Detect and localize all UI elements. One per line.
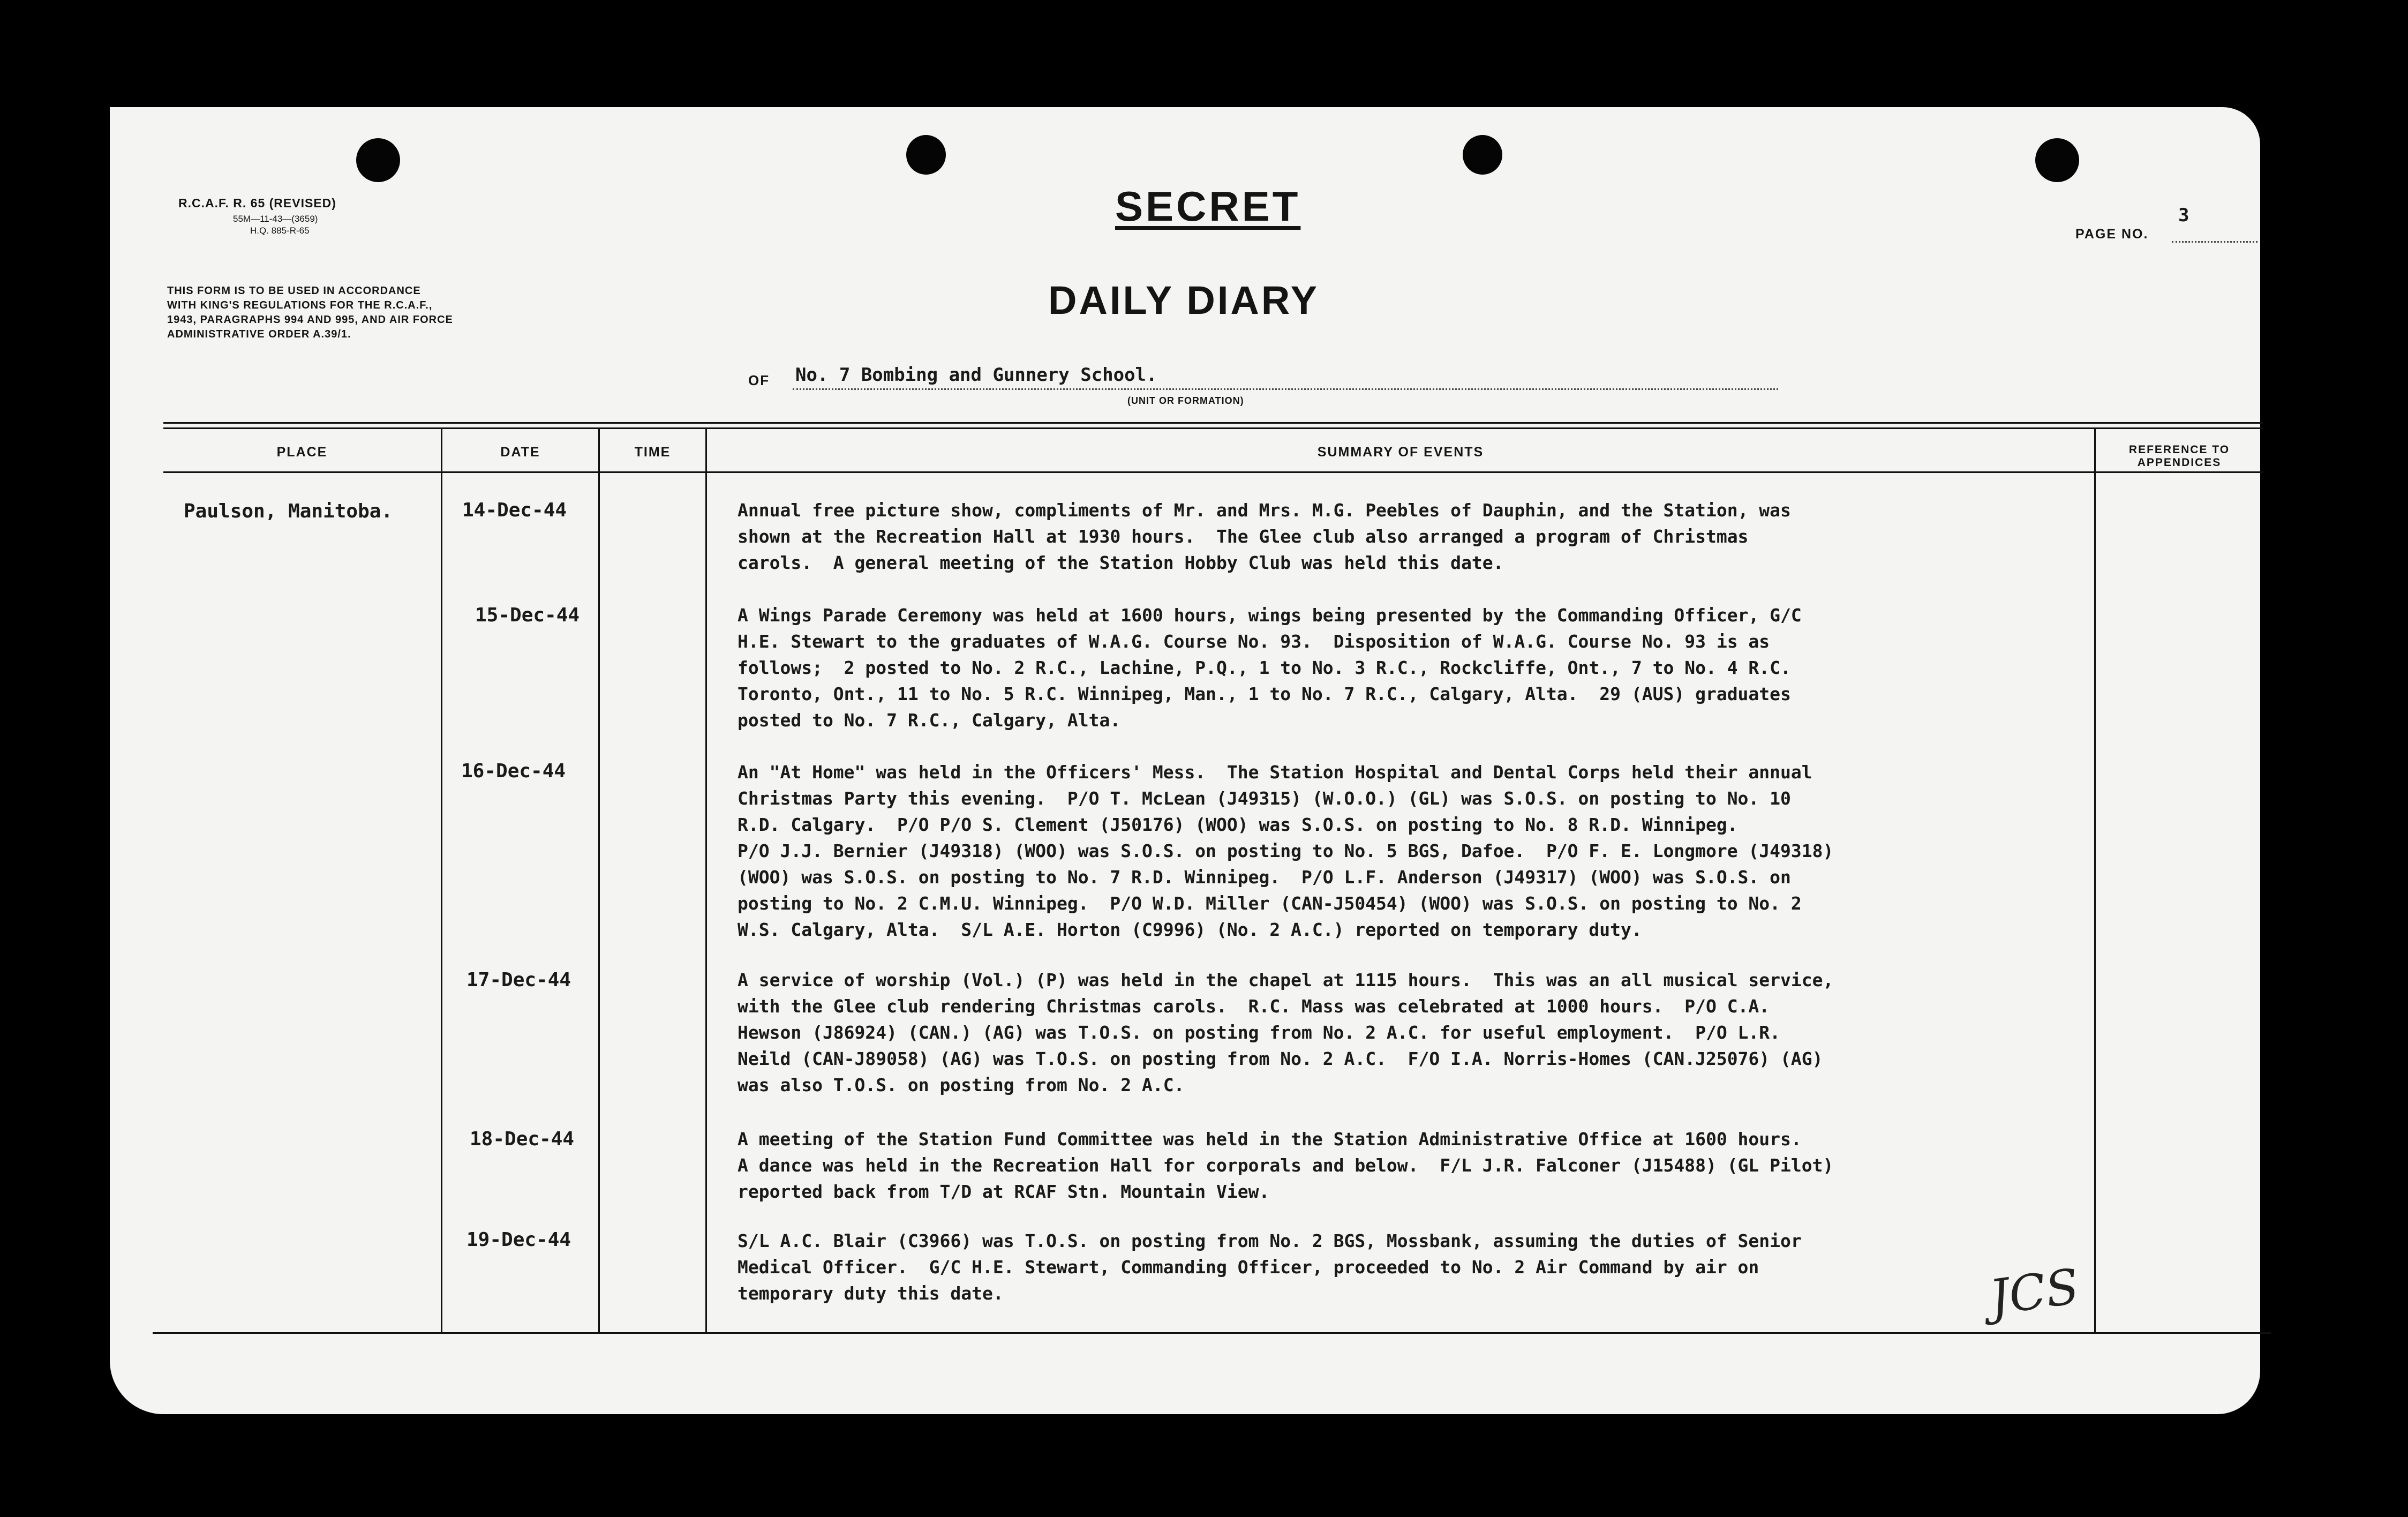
- handwritten-initials: JCS: [1986, 1258, 2083, 1327]
- page-number: 3: [2178, 205, 2189, 226]
- column-divider: [2094, 429, 2096, 1332]
- summary-line: P/O J.J. Bernier (J49318) (WOO) was S.O.S. on posting to No. 5 BGS, Dafoe. P/O F. E. Longmore (J49318): [738, 840, 1834, 861]
- header-summary: SUMMARY OF EVENTS: [1317, 445, 1484, 460]
- unit-line: [793, 388, 1778, 390]
- entry-summary: [738, 497, 1791, 576]
- hq-code: H.Q. 885-R-65: [250, 226, 310, 236]
- unit-caption: (UNIT OR FORMATION): [1127, 395, 1244, 406]
- entry-summary: [738, 602, 1802, 733]
- summary-line: reported back from T/D at RCAF Stn. Mountain View.: [738, 1181, 1270, 1202]
- table-top-rule: [163, 427, 2263, 429]
- summary-line: Christmas Party this evening. P/O T. McLean (J49315) (W.O.O.) (GL) was S.O.S. on posting to No. 10: [738, 788, 1791, 809]
- entry-summary: [738, 1126, 1833, 1205]
- place-cell: Paulson, Manitoba.: [184, 500, 393, 522]
- summary-line: Medical Officer. G/C H.E. Stewart, Commanding Officer, proceeded to No. 2 Air Command by air on: [738, 1257, 1759, 1278]
- summary-line: W.S. Calgary, Alta. S/L A.E. Horton (C9996) (No. 2 A.C.) reported on temporary duty.: [738, 919, 1642, 940]
- summary-line: A Wings Parade Ceremony was held at 1600 hours, wings being presented by the Commanding Officer, G/C: [738, 605, 1802, 626]
- summary-line: temporary duty this date.: [738, 1283, 1004, 1304]
- header-reference: [2096, 444, 2263, 469]
- entry-summary: [738, 967, 1833, 1098]
- page-label: PAGE NO.: [2075, 227, 2149, 242]
- regulation-note: [167, 284, 453, 342]
- page-number-line: [2172, 241, 2258, 243]
- of-label: OF: [748, 372, 770, 388]
- header-reference-line: REFERENCE TO: [2128, 444, 2230, 456]
- summary-line: R.D. Calgary. P/O P/O S. Clement (J50176) (WOO) was S.O.S. on posting to No. 8 R.D. Winnipeg.: [738, 814, 1738, 835]
- column-divider: [598, 429, 600, 1332]
- diary-page: [110, 107, 2260, 1414]
- entry-date: 14-Dec-44: [462, 499, 567, 521]
- form-code: R.C.A.F. R. 65 (REVISED): [178, 196, 336, 210]
- summary-line: shown at the Recreation Hall at 1930 hours. The Glee club also arranged a program of Christmas: [738, 526, 1749, 547]
- punch-hole: [906, 135, 946, 175]
- entry-summary: [738, 759, 1833, 943]
- header-reference-line: APPENDICES: [2137, 456, 2222, 469]
- summary-line: H.E. Stewart to the graduates of W.A.G. Course No. 93. Disposition of W.A.G. Course No. 93 is as: [738, 631, 1770, 652]
- punch-hole: [356, 138, 400, 182]
- page-title: DAILY DIARY: [1048, 278, 1319, 322]
- entry-date: 16-Dec-44: [461, 760, 566, 782]
- table-bottom-rule: [153, 1332, 2271, 1334]
- summary-line: with the Glee club rendering Christmas carols. R.C. Mass was celebrated at 1000 hours. P/O C.A.: [738, 996, 1770, 1017]
- entry-date: 19-Dec-44: [466, 1229, 571, 1251]
- summary-line: follows; 2 posted to No. 2 R.C., Lachine, P.Q., 1 to No. 3 R.C., Rockcliffe, Ont., 7 to No. 4 R.C.: [738, 657, 1791, 678]
- unit-name: No. 7 Bombing and Gunnery School.: [795, 364, 1157, 386]
- column-divider: [441, 429, 442, 1332]
- regulation-line: ADMINISTRATIVE ORDER A.39/1.: [167, 328, 351, 340]
- print-code: 55M—11-43—(3659): [233, 214, 318, 224]
- summary-line: A dance was held in the Recreation Hall for corporals and below. F/L J.R. Falconer (J15488) (GL Pilot): [738, 1155, 1834, 1176]
- entry-summary: [738, 1228, 1802, 1306]
- summary-line: was also T.O.S. on posting from No. 2 A.C.: [738, 1075, 1185, 1095]
- table-top-rule: [163, 422, 2263, 424]
- summary-line: carols. A general meeting of the Station Hobby Club was held this date.: [738, 552, 1504, 573]
- summary-line: A service of worship (Vol.) (P) was held in the chapel at 1115 hours. This was an all musical service,: [738, 970, 1834, 990]
- summary-line: An "At Home" was held in the Officers' Mess. The Station Hospital and Dental Corps held their annual: [738, 762, 1812, 783]
- summary-line: Hewson (J86924) (CAN.) (AG) was T.O.S. on posting from No. 2 A.C. for useful employment. P/O L.R.: [738, 1022, 1781, 1043]
- column-divider: [705, 429, 707, 1332]
- punch-hole: [1463, 135, 1502, 175]
- header-date: DATE: [500, 445, 540, 460]
- regulation-line: 1943, PARAGRAPHS 994 AND 995, AND AIR FORCE: [167, 314, 453, 326]
- summary-line: posting to No. 2 C.M.U. Winnipeg. P/O W.D. Miller (CAN-J50454) (WOO) was S.O.S. on posting to No. 2: [738, 893, 1802, 914]
- summary-line: (WOO) was S.O.S. on posting to No. 7 R.D. Winnipeg. P/O L.F. Anderson (J49317) (WOO) was S.O.S. on: [738, 867, 1791, 888]
- punch-hole: [2035, 138, 2079, 182]
- header-place: PLACE: [276, 445, 328, 460]
- header-rule: [163, 471, 2263, 473]
- entry-date: 18-Dec-44: [470, 1128, 575, 1150]
- entry-date: 15-Dec-44: [475, 604, 580, 626]
- header-time: TIME: [634, 445, 671, 460]
- summary-line: Toronto, Ont., 11 to No. 5 R.C. Winnipeg, Man., 1 to No. 7 R.C., Calgary, Alta. 29 (AUS) graduates: [738, 684, 1791, 704]
- summary-line: posted to No. 7 R.C., Calgary, Alta.: [738, 710, 1121, 731]
- summary-line: Neild (CAN-J89058) (AG) was T.O.S. on posting from No. 2 A.C. F/O I.A. Norris-Homes (CAN.J25076) (AG): [738, 1048, 1823, 1069]
- summary-line: S/L A.C. Blair (C3966) was T.O.S. on posting from No. 2 BGS, Mossbank, assuming the duties of Senior: [738, 1230, 1802, 1251]
- summary-line: Annual free picture show, compliments of Mr. and Mrs. M.G. Peebles of Dauphin, and the Station, was: [738, 500, 1791, 521]
- classification-stamp: SECRET: [1115, 183, 1301, 230]
- entry-date: 17-Dec-44: [466, 969, 571, 991]
- regulation-line: WITH KING'S REGULATIONS FOR THE R.C.A.F.,: [167, 299, 433, 311]
- summary-line: A meeting of the Station Fund Committee was held in the Station Administrative Office at 1600 hours.: [738, 1129, 1802, 1150]
- regulation-line: THIS FORM IS TO BE USED IN ACCORDANCE: [167, 285, 421, 297]
